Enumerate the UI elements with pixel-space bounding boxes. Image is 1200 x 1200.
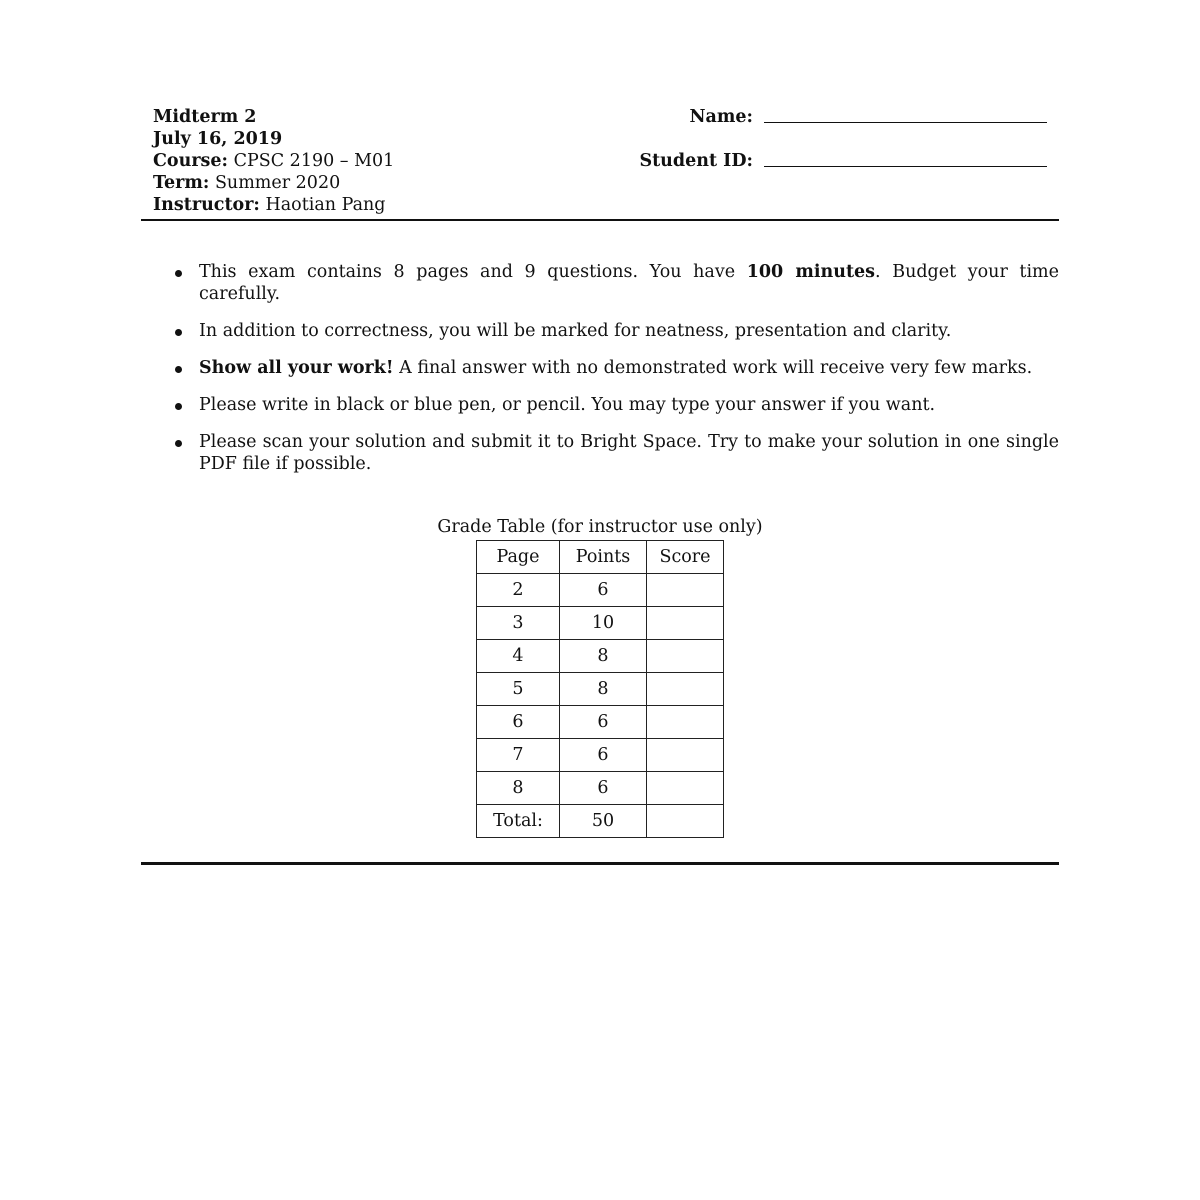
column-header-points: Points	[560, 541, 647, 574]
total-points-cell: 50	[560, 805, 647, 838]
instruction-list	[175, 261, 1059, 475]
column-header-page: Page	[477, 541, 560, 574]
instructor-value: Haotian Pang	[265, 195, 386, 215]
instruction-text: Please scan your solution and submit it to Bright Space. Try to make your solution in one single PDF file if possible.	[199, 432, 1059, 474]
points-cell: 6	[560, 772, 647, 805]
table-row	[477, 607, 724, 640]
course-label: Course:	[153, 151, 228, 171]
bullet-icon	[175, 329, 182, 336]
term-label: Term:	[153, 173, 210, 193]
points-cell: 6	[560, 574, 647, 607]
grade-table-caption: Grade Table (for instructor use only)	[437, 517, 763, 537]
score-cell[interactable]	[647, 574, 724, 607]
table-row	[477, 574, 724, 607]
bullet-icon	[175, 366, 182, 373]
instruction-text: In addition to correctness, you will be marked for neatness, presentation and clarity.	[199, 321, 952, 341]
total-score-cell[interactable]	[647, 805, 724, 838]
table-total-row	[477, 805, 724, 838]
instruction-item	[175, 320, 1059, 342]
table-row	[477, 706, 724, 739]
page-cell: 6	[477, 706, 560, 739]
instruction-text: This exam contains 8 pages and 9 questions. You have	[199, 262, 747, 282]
score-cell[interactable]	[647, 739, 724, 772]
instructor-label: Instructor:	[153, 195, 260, 215]
student-id-field-row	[560, 150, 1050, 172]
page-cell: 4	[477, 640, 560, 673]
points-cell: 8	[560, 640, 647, 673]
instruction-emphasis: 100 minutes	[746, 262, 876, 282]
instruction-item	[175, 357, 1059, 379]
instruction-text: Please write in black or blue pen, or pencil. You may type your answer if you want.	[199, 395, 936, 415]
grade-table	[476, 540, 724, 838]
page-cell: 3	[477, 607, 560, 640]
instructor-line	[153, 194, 394, 216]
bullet-icon	[175, 403, 182, 410]
instruction-item	[175, 431, 1059, 475]
table-row	[477, 772, 724, 805]
instruction-item	[175, 261, 1059, 305]
footer-divider	[141, 862, 1059, 865]
header-divider	[141, 219, 1059, 221]
score-cell[interactable]	[647, 673, 724, 706]
table-row	[477, 739, 724, 772]
instruction-text: . Budget your time carefully.	[199, 262, 1059, 304]
table-row	[477, 640, 724, 673]
points-cell: 6	[560, 706, 647, 739]
instruction-item	[175, 394, 1059, 416]
term-line	[153, 172, 394, 194]
term-value: Summer 2020	[214, 173, 341, 193]
instruction-text: A final answer with no demonstrated work will receive very few marks.	[393, 358, 1033, 378]
total-label-cell: Total:	[477, 805, 560, 838]
exam-date: July 16, 2019	[153, 129, 283, 149]
score-cell[interactable]	[647, 706, 724, 739]
table-row	[477, 673, 724, 706]
page-cell: 7	[477, 739, 560, 772]
name-field-row	[560, 106, 1050, 128]
student-id-blank-line[interactable]	[764, 166, 1047, 167]
exam-info-block	[153, 106, 394, 216]
exam-title: Midterm 2	[153, 107, 257, 127]
page-cell: 5	[477, 673, 560, 706]
table-header-row	[477, 541, 724, 574]
column-header-score: Score	[647, 541, 724, 574]
points-cell: 10	[560, 607, 647, 640]
score-cell[interactable]	[647, 640, 724, 673]
points-cell: 6	[560, 739, 647, 772]
name-label: Name:	[689, 107, 753, 127]
score-cell[interactable]	[647, 772, 724, 805]
course-line	[153, 150, 394, 172]
bullet-icon	[175, 440, 182, 447]
score-cell[interactable]	[647, 607, 724, 640]
page-cell: 2	[477, 574, 560, 607]
course-value: CPSC 2190 – M01	[233, 151, 395, 171]
page-cell: 8	[477, 772, 560, 805]
points-cell: 8	[560, 673, 647, 706]
bullet-icon	[175, 270, 182, 277]
instruction-emphasis: Show all your work!	[199, 358, 394, 378]
student-id-label: Student ID:	[639, 151, 753, 171]
name-blank-line[interactable]	[764, 122, 1047, 123]
